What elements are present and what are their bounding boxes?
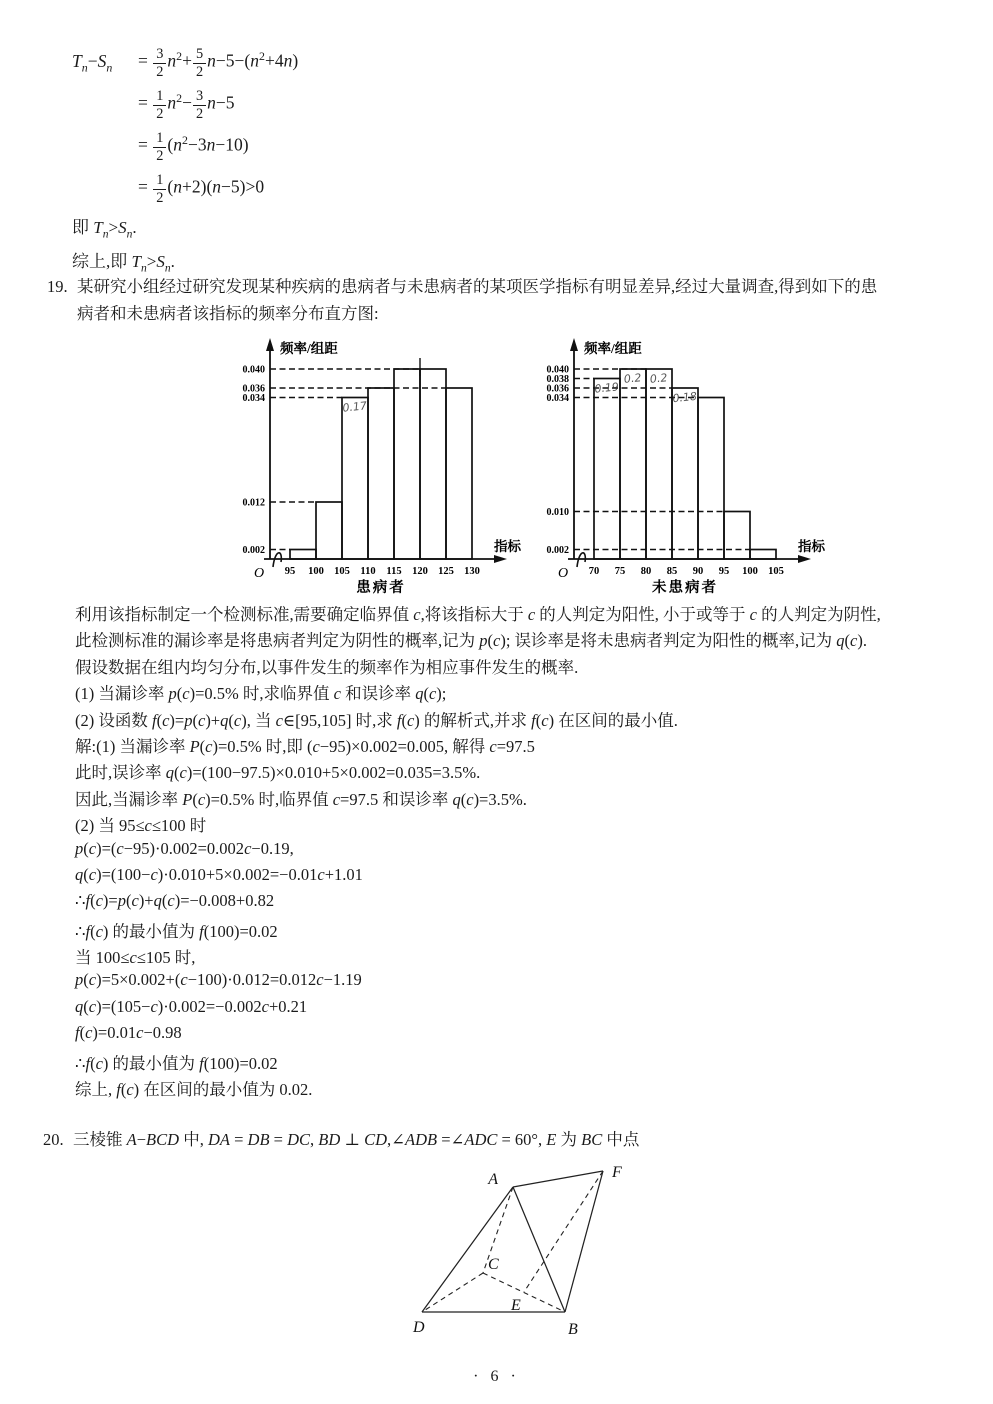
y-tick-label: 0.002	[242, 545, 265, 556]
chart-sublabel: 未患病者	[652, 580, 718, 595]
problem-20-statement: 三棱锥 A−BCD 中, DA = DB = DC, BD ⊥ CD,∠ADB =∠ADC = 60°, E 为 BC 中点	[73, 1130, 640, 1149]
vertex-label-B: B	[568, 1321, 578, 1338]
solution-line: p(c)=(c−95)·0.002=0.002c−0.19,	[75, 838, 294, 858]
statement-line: 病者和未患病者该指标的频率分布直方图:	[77, 304, 379, 323]
handwritten-annotation: 0.17	[341, 399, 368, 415]
y-axis-arrow	[570, 338, 578, 351]
histogram-bar	[342, 398, 368, 560]
x-tick-label: 75	[614, 566, 626, 577]
solution-line: 当 100≤c≤105 时,	[75, 948, 196, 968]
y-tick-label: 0.040	[242, 364, 265, 376]
vertex-label-C: C	[488, 1256, 499, 1273]
histogram-non-patients	[532, 331, 828, 595]
origin-label: O	[558, 566, 569, 581]
x-tick-label: 85	[666, 566, 678, 577]
histogram-bar	[290, 550, 316, 560]
vertex-label-D: D	[413, 1319, 425, 1336]
x-axis-label: 指标	[798, 539, 825, 554]
equation-row	[72, 126, 298, 168]
histogram-bar	[724, 512, 750, 560]
handwritten-annotation: 0.2	[649, 371, 669, 386]
x-tick-label: 95	[718, 566, 730, 577]
histogram-bar	[446, 388, 472, 559]
equation-rhs: = $\frac{3}{2}$ $n^2+$ $\frac{5}{2}$ $n-5-(n^2+4n)$	[138, 46, 299, 80]
y-axis-label: 频率/组距	[584, 341, 642, 356]
histogram-bar	[698, 398, 724, 560]
x-tick-label: 115	[386, 566, 402, 577]
y-tick-label: 0.012	[242, 497, 265, 509]
solution-line: ∴f(c)=p(c)+q(c)=−0.008+0.82	[75, 891, 275, 911]
problem-19	[47, 273, 962, 327]
equation-rhs: = $\frac{1}{2}$ $(n^2-3n-10)$	[138, 130, 249, 164]
equation-row	[72, 42, 298, 84]
problem-20-number: 20.	[43, 1130, 64, 1149]
tetrahedron-figure	[385, 1160, 655, 1356]
statement-line: 某研究小组经过研究发现某种疾病的患病者与未患病者的某项医学指标有明显差异,经过大量调查,得到如下的患	[77, 277, 878, 296]
x-tick-label: 105	[768, 566, 784, 577]
solution-line: 综上, f(c) 在区间的最小值为 0.02.	[75, 1080, 313, 1100]
y-axis-arrow	[266, 338, 274, 351]
histogram-bar	[316, 502, 342, 559]
handwritten-annotation: 0.19	[593, 380, 620, 396]
histogram-bar	[672, 388, 698, 559]
y-tick-label: 0.040	[546, 364, 569, 376]
y-tick-label: 0.038	[546, 374, 569, 385]
equation-rows	[72, 42, 298, 210]
x-axis-arrow	[494, 555, 507, 563]
x-tick-label: 120	[412, 566, 428, 577]
figure-solid-edges	[422, 1171, 603, 1312]
vertex-label-E: E	[511, 1297, 521, 1314]
histogram-bar	[368, 388, 394, 559]
vertex-label-F: F	[612, 1164, 622, 1181]
x-tick-label: 100	[308, 566, 324, 577]
solution-line: 利用该指标制定一个检测标准,需要确定临界值 c,将该指标大于 c 的人判定为阳性, 小于或等于 c 的人判定为阴性,	[75, 605, 881, 624]
histogram-row	[228, 331, 828, 595]
equation-rhs: = $\frac{1}{2}$ $n^2-$ $\frac{3}{2}$ n−5	[138, 88, 235, 122]
solution-line: (1) 当漏诊率 p(c)=0.5% 时,求临界值 c 和误诊率 q(c);	[75, 684, 447, 704]
histogram-patients	[228, 331, 524, 595]
solution-line: ∴f(c) 的最小值为 f(100)=0.02	[75, 921, 278, 941]
equation-row	[72, 84, 298, 126]
equation-lhs: $T_n-S_n$	[72, 50, 113, 75]
handwritten-annotation: 0.2	[623, 371, 643, 386]
histogram-bar	[646, 369, 672, 559]
handwritten-annotation: 0.18	[671, 389, 698, 406]
x-tick-label: 70	[588, 566, 600, 577]
x-tick-label: 90	[692, 566, 704, 577]
conclusion-line: 综上,即 $T_n>S_n$.	[72, 252, 175, 275]
histogram-bar	[394, 369, 420, 559]
vertex-label-A: A	[488, 1171, 498, 1188]
x-tick-label: 110	[360, 566, 376, 577]
solution-line: 解:(1) 当漏诊率 P(c)=0.5% 时,即 (c−95)×0.002=0.005, 解得 c=97.5	[75, 736, 535, 756]
y-tick-label: 0.034	[242, 393, 265, 404]
origin-label: O	[254, 566, 265, 581]
x-tick-label: 80	[640, 566, 652, 577]
solution-line: f(c)=0.01c−0.98	[75, 1023, 182, 1043]
y-tick-label: 0.036	[242, 383, 265, 395]
histogram-bar	[420, 369, 446, 559]
problem-19-solution	[75, 601, 881, 1102]
chart-sublabel: 患病者	[356, 580, 406, 595]
solution-line: (2) 设函数 f(c)=p(c)+q(c), 当 c∈[95,105] 时,求 f(c) 的解析式,并求 f(c) 在区间的最小值.	[75, 710, 678, 730]
solution-line: 假设数据在组内均匀分布,以事件发生的频率作为相应事件发生的概率.	[75, 657, 579, 677]
page-number: · 6 ·	[473, 1368, 520, 1385]
x-tick-label: 105	[334, 566, 350, 577]
solution-line: q(c)=(105−c)·0.002=−0.002c+0.21	[75, 996, 308, 1016]
solution-line: ∴f(c) 的最小值为 f(100)=0.02	[75, 1053, 278, 1073]
y-tick-label: 0.002	[546, 545, 569, 556]
solution-line: 此检测标准的漏诊率是将患病者判定为阴性的概率,记为 p(c); 误诊率是将未患病者判定为阳性的概率,记为 q(c).	[75, 631, 867, 651]
figure-dashed-edges	[422, 1171, 603, 1312]
x-tick-label: 100	[742, 566, 758, 577]
equation-block	[72, 42, 298, 283]
histogram-bar	[594, 379, 620, 560]
y-tick-label: 0.010	[546, 507, 569, 518]
problem-19-number: 19.	[47, 277, 68, 296]
solution-line: p(c)=5×0.002+(c−100)·0.012=0.012c−1.19	[75, 970, 362, 990]
x-axis-arrow	[798, 555, 811, 563]
conclusion-line: 即 $T_n>S_n$.	[72, 218, 137, 241]
solution-line: (2) 当 95≤c≤100 时	[75, 816, 207, 836]
solution-line: q(c)=(100−c)·0.010+5×0.002=−0.01c+1.01	[75, 864, 363, 884]
x-tick-label: 125	[438, 566, 454, 577]
equation-row	[72, 168, 298, 210]
problem-19-statement	[77, 273, 962, 327]
y-tick-label: 0.036	[546, 383, 569, 395]
problem-20	[43, 1126, 958, 1153]
histogram-bar	[750, 550, 776, 560]
x-axis-label: 指标	[494, 539, 521, 554]
y-axis-label: 频率/组距	[280, 341, 338, 356]
solution-line: 因此,当漏诊率 P(c)=0.5% 时,临界值 c=97.5 和误诊率 q(c)=3.5%.	[75, 789, 527, 809]
x-tick-label: 130	[464, 566, 480, 577]
solution-line: 此时,误诊率 q(c)=(100−97.5)×0.010+5×0.002=0.035=3.5%.	[75, 763, 481, 783]
y-tick-label: 0.034	[546, 393, 569, 404]
x-tick-label: 95	[284, 566, 296, 577]
equation-rhs: = $\frac{1}{2}$ (n+2)(n−5)>0	[138, 172, 265, 206]
